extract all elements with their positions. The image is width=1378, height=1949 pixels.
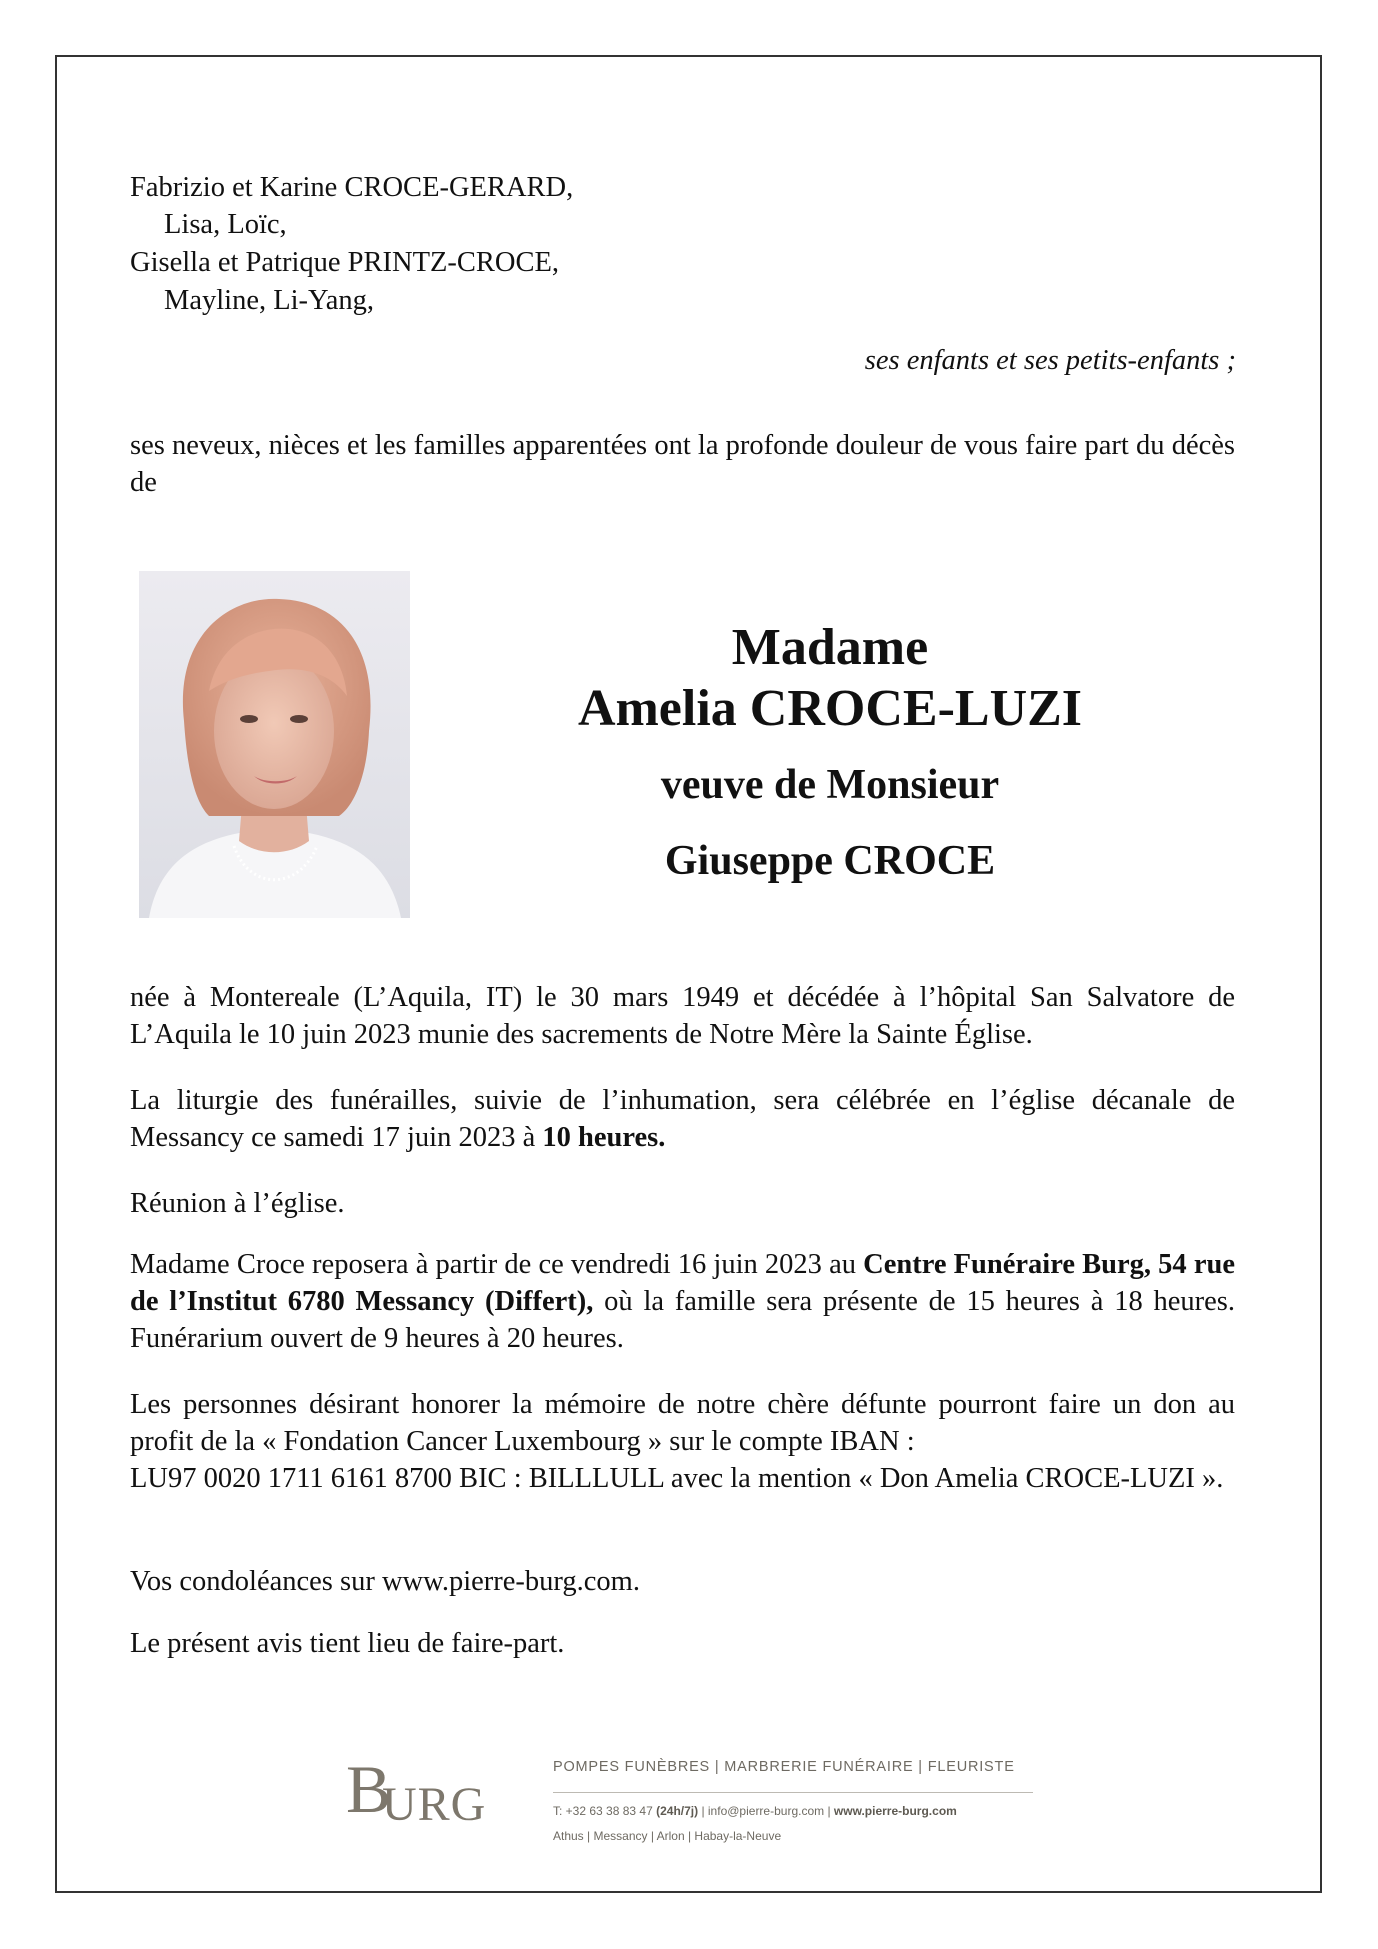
logo-letters: URG (382, 1778, 487, 1831)
footer-website: www.pierre-burg.com (833, 1804, 957, 1818)
deceased-name: Amelia CROCE-LUZI (577, 680, 1083, 737)
logo-letter-b: B (346, 1751, 392, 1827)
notice-text: Le présent avis tient lieu de faire-part. (130, 1628, 565, 1659)
footer-email: | info@pierre-burg.com | (698, 1804, 834, 1818)
widow-of: veuve de Monsieur (660, 762, 1000, 808)
repose-text-before: Madame Croce reposera à partir de ce vendredi 16 juin 2023 au (130, 1249, 864, 1280)
footer-phone-hours: (24h/7j) (656, 1804, 699, 1818)
repose-location: Centre Funéraire Burg, 54 rue de l’Institut 6780 Messancy (Differt), (130, 1249, 1235, 1317)
liturgy-paragraph (130, 1082, 1235, 1156)
portrait-photo (139, 571, 410, 918)
liturgy-time: 10 heures. (542, 1122, 666, 1153)
footer-phone: T: +32 63 38 83 47 (553, 1804, 657, 1818)
family-line-1: Fabrizio et Karine CROCE-GERARD, (130, 172, 574, 203)
liturgy-text: La liturgie des funérailles, suivie de l’inhumation, sera célébrée en l’église décanale de Messancy ce samedi 17 juin 2023 à (130, 1085, 1235, 1153)
announcement-text: ses neveux, nièces et les familles apparentées ont la profonde douleur de vous faire part du décès de (130, 430, 1235, 498)
spouse-name: Giuseppe CROCE (664, 838, 996, 884)
donation-line-1: Les personnes désirant honorer la mémoire de notre chère défunte pourront faire un don au profit de la « Fondation Cancer Luxembourg » sur le compte IBAN : (130, 1389, 1235, 1457)
birth-death-text: née à Montereale (L’Aquila, IT) le 30 mars 1949 et décédée à l’hôpital San Salvatore de L’Aquila le 10 juin 2023 munie des sacrements de Notre Mère la Sainte Église. (130, 982, 1235, 1050)
family-line-4: Mayline, Li-Yang, (164, 285, 375, 316)
repose-paragraph (130, 1246, 1235, 1357)
donation-line-2: LU97 0020 1711 6161 8700 BIC : BILLLULL avec la mention « Don Amelia CROCE-LUZI ». (130, 1463, 1224, 1494)
repose-text-after: où la famille sera présente de 15 heures à 18 heures. Funérarium ouvert de 9 heures à 20 heures. (130, 1286, 1235, 1354)
family-line-3: Gisella et Patrique PRINTZ-CROCE, (130, 247, 560, 278)
family-line-2: Lisa, Loïc, (164, 209, 287, 240)
footer-contact (553, 1804, 957, 1818)
deceased-title: Madame (731, 619, 929, 676)
family-relation: ses enfants et ses petits-enfants ; (864, 345, 1236, 376)
footer-services: POMPES FUNÈBRES | MARBRERIE FUNÉRAIRE | FLEURISTE (553, 1759, 1015, 1775)
page-border (55, 55, 1322, 1893)
footer-divider (553, 1792, 1033, 1793)
condolences-text: Vos condoléances sur www.pierre-burg.com. (130, 1566, 640, 1597)
footer-places: Athus | Messancy | Arlon | Habay-la-Neuve (553, 1829, 782, 1843)
meeting-text: Réunion à l’église. (130, 1188, 345, 1219)
